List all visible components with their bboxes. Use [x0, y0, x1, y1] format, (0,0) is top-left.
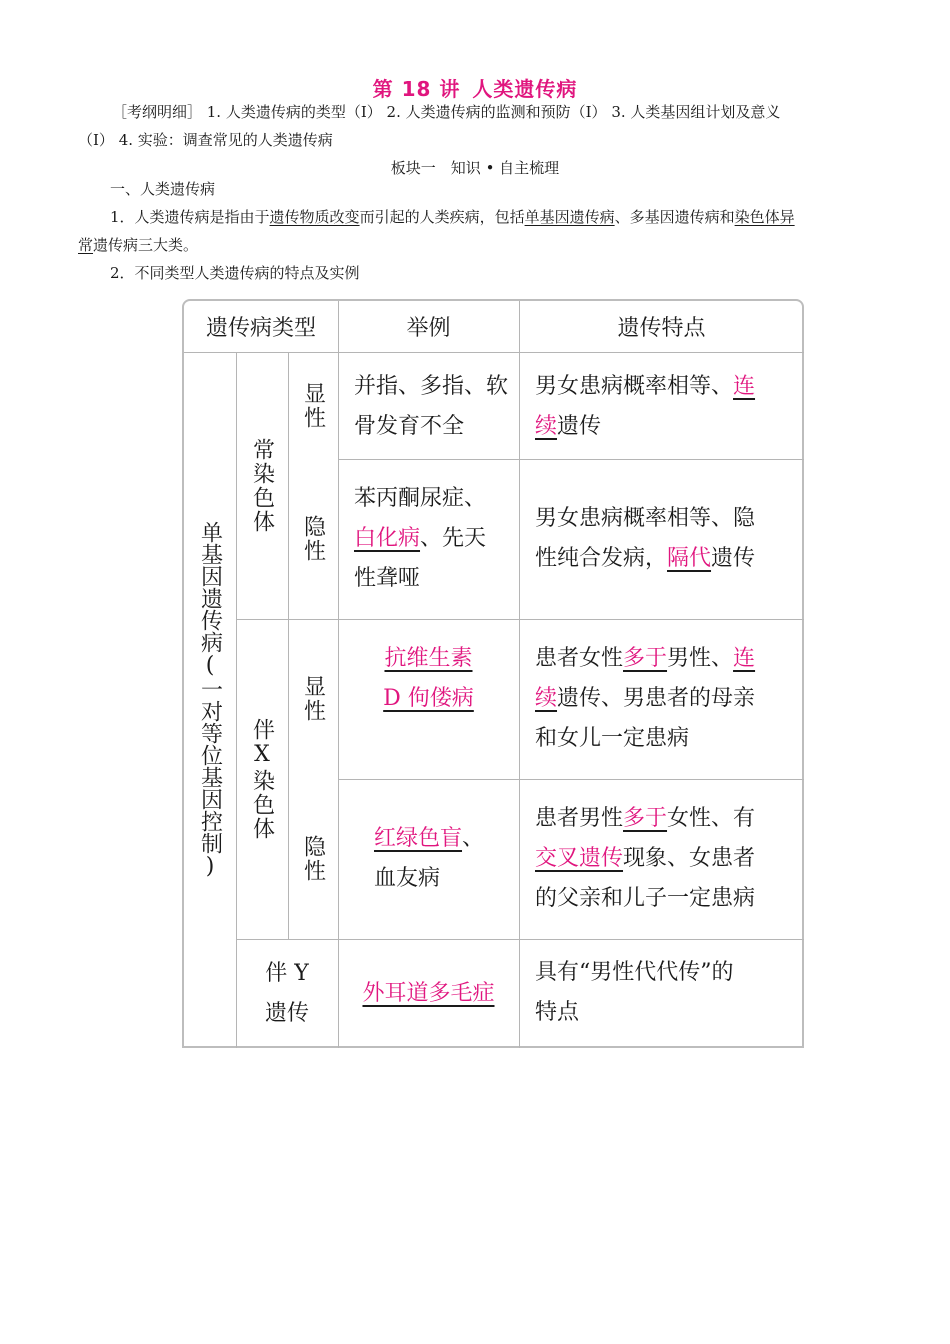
lesson-number: 第 18 讲 [372, 77, 461, 101]
autosomal-label: 常染色体 [249, 437, 275, 534]
point-1-line-2: 常遗传病三大类。 [78, 236, 199, 254]
recessive-label: 隐性 [300, 515, 326, 563]
feature-x-recessive: 患者男性多于女性、有 交叉遗传现象、女患者 的父亲和儿子一定患病 [535, 806, 756, 911]
outline-line-2: （Ⅰ） 4. 实验：调查常见的人类遗传病 [78, 131, 333, 149]
example-autosomal-dominant: 并指、多指、软骨发育不全 [354, 374, 509, 439]
example-y-linked: 外耳道多毛症 [362, 980, 495, 1006]
dominant-label: 显性 [300, 675, 326, 723]
recessive-label: 隐性 [300, 835, 326, 883]
feature-autosomal-recessive: 男女患病概率相等、隐 性纯合发病，隔代遗传 [535, 506, 756, 571]
point-1-line-1: 1．人类遗传病是指由于遗传物质改变而引起的人类疾病，包括单基因遗传病、多基因遗传病和染色体异 [110, 208, 795, 226]
dominant-label: 显性 [300, 381, 326, 430]
header-type: 遗传病类型 [205, 316, 316, 341]
underlined-term: 染色体异 [734, 208, 795, 226]
group-label: 单基因遗传病(一对等位基因控制) [197, 521, 223, 879]
lesson-title: 人类遗传病 [472, 77, 578, 101]
example-autosomal-recessive: 苯丙酮尿症、 白化病、先天 性聋哑 [354, 486, 487, 591]
outline-line-1: ［考纲明细］ 1. 人类遗传病的类型（Ⅰ） 2. 人类遗传病的监测和预防（Ⅰ） 3. 人类基因组计划及意义 [112, 103, 781, 121]
feature-x-dominant: 患者女性多于男性、连 续遗传、男患者的母亲 和女儿一定患病 [535, 646, 756, 751]
feature-y-linked: 具有“男性代代传”的 特点 [535, 960, 734, 1025]
section-block-heading: 板块一 知识 • 自主梳理 [390, 159, 560, 177]
feature-autosomal-dominant: 男女患病概率相等、连 续遗传 [535, 374, 756, 439]
header-example: 举例 [406, 316, 451, 341]
example-x-dominant: 抗维生素 D 佝偻病 [383, 646, 474, 711]
header-feature: 遗传特点 [617, 316, 706, 341]
point-2: 2．不同类型人类遗传病的特点及实例 [110, 264, 360, 282]
y-linked-label: 伴 Y 遗传 [264, 960, 309, 1026]
example-x-recessive: 红绿色盲、 血友病 [374, 826, 485, 891]
disease-table [182, 299, 804, 1048]
section-heading: 一、人类遗传病 [110, 180, 216, 198]
underlined-term: 单基因遗传病 [524, 208, 615, 226]
x-linked-label: 伴X染色体 [249, 717, 275, 841]
underlined-term: 遗传物质改变 [269, 208, 360, 226]
underlined-term: 常 [78, 236, 94, 254]
